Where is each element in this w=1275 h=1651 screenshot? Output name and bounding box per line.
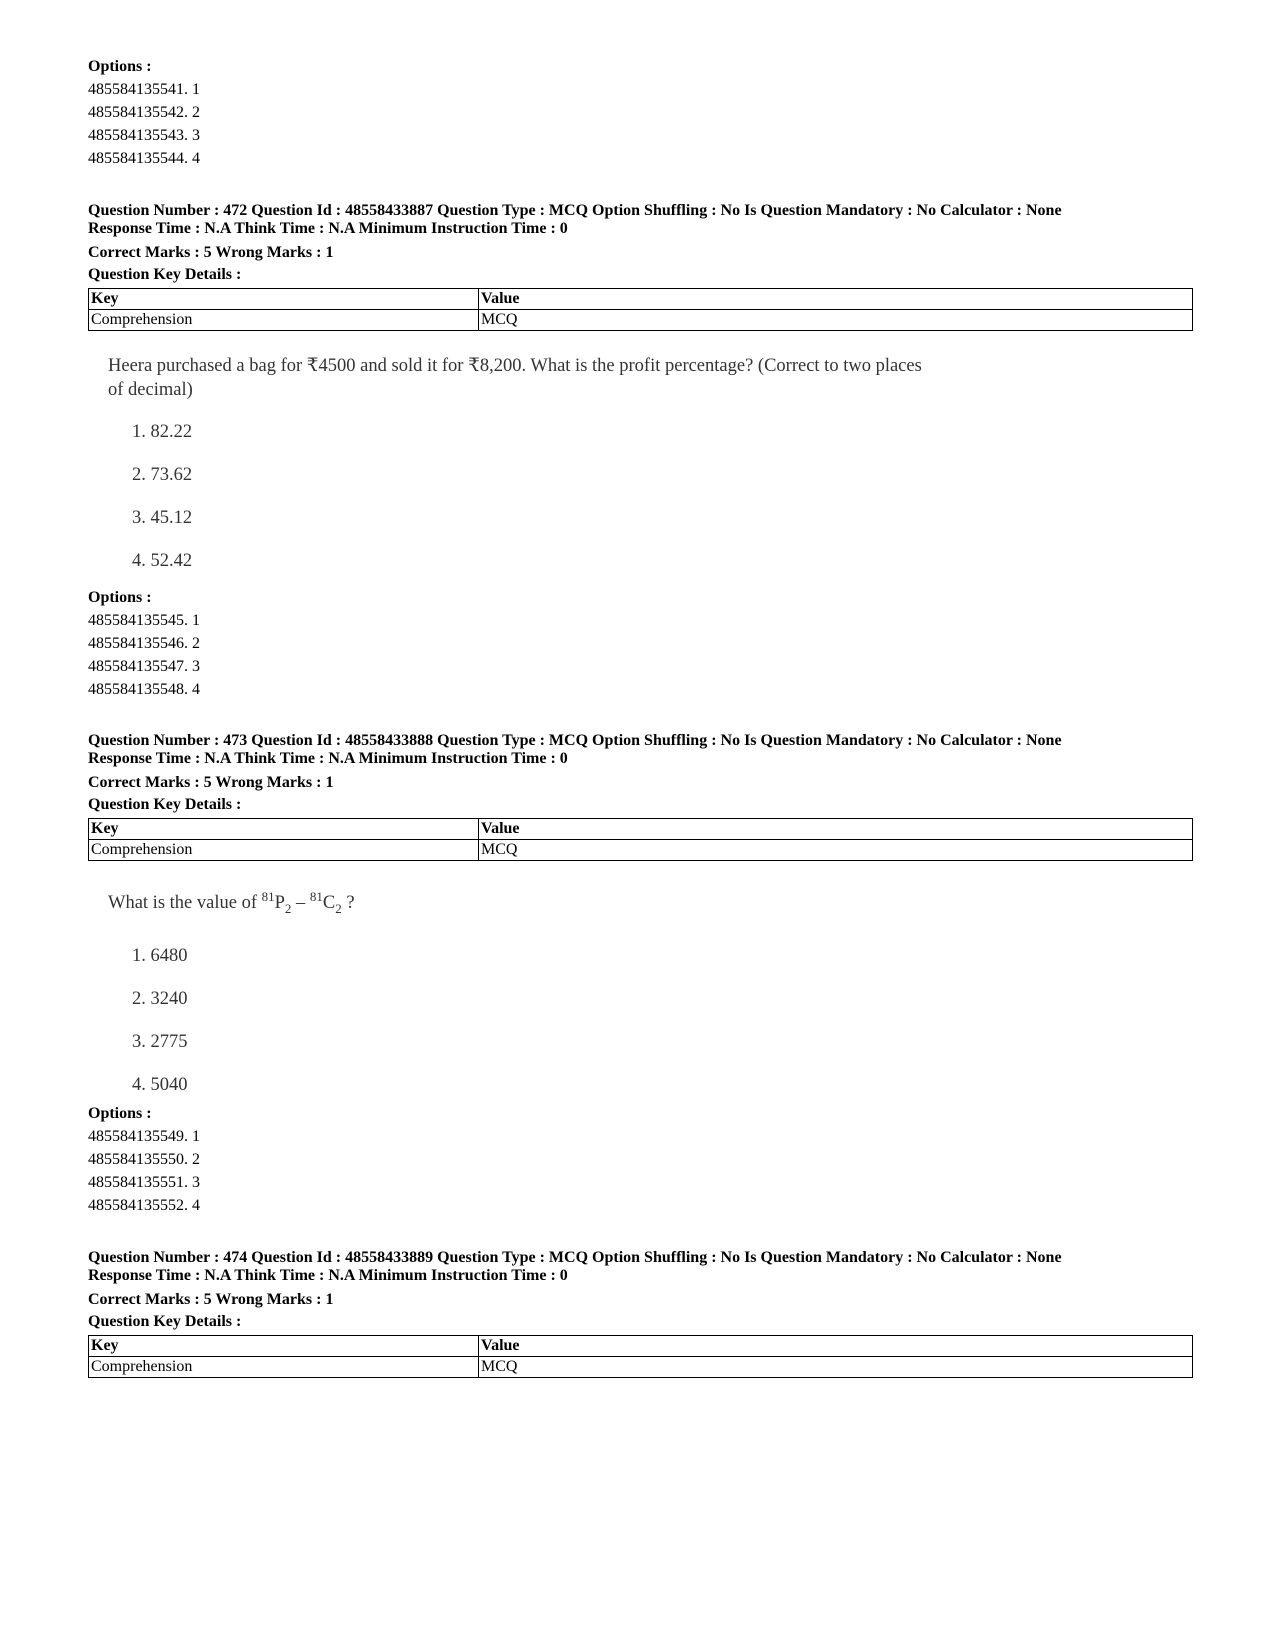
question-key-table (88, 818, 1193, 861)
option-id: 485584135551. 3 (88, 1174, 200, 1191)
value-header: Value (479, 1336, 1193, 1357)
minus-sign: – (291, 893, 310, 914)
question-key-details-label: Question Key Details : (88, 796, 242, 813)
answer-choice: 4. 5040 (132, 1074, 188, 1095)
question-header-line2: Response Time : N.A Think Time : N.A Minimum Instruction Time : 0 (88, 1267, 568, 1284)
key-header: Key (89, 1336, 479, 1357)
question-text-line1: Heera purchased a bag for ₹4500 and sold it for ₹8,200. What is the profit percentage? (Correct to two places (108, 356, 922, 376)
options-label: Options : (88, 58, 152, 75)
question-suffix: ? (341, 893, 355, 914)
permutation-r: 2 (284, 900, 292, 916)
question-text-line2: of decimal) (108, 380, 193, 400)
question-text-prefix: What is the value of (108, 893, 262, 914)
options-label: Options : (88, 1105, 152, 1122)
options-block-top (88, 56, 200, 170)
question-header-line2: Response Time : N.A Think Time : N.A Minimum Instruction Time : 0 (88, 220, 568, 237)
marks-line: Correct Marks : 5 Wrong Marks : 1 (88, 244, 334, 261)
marks-line: Correct Marks : 5 Wrong Marks : 1 (88, 1291, 334, 1308)
question-block-472 (88, 202, 1193, 331)
question-key-details-label: Question Key Details : (88, 266, 242, 283)
options-block-473 (88, 1103, 200, 1217)
answer-choice: 2. 3240 (132, 988, 188, 1009)
key-header: Key (89, 289, 479, 310)
option-id: 485584135547. 3 (88, 658, 200, 675)
question-image-472 (108, 354, 922, 573)
value-header: Value (479, 289, 1193, 310)
option-id: 485584135544. 4 (88, 150, 200, 167)
permutation-n: 81 (261, 889, 275, 904)
question-key-table (88, 1335, 1193, 1378)
question-block-473 (88, 732, 1193, 861)
option-id: 485584135542. 2 (88, 104, 200, 121)
question-key-table (88, 288, 1193, 331)
question-header-line1: Question Number : 472 Question Id : 48558433887 Question Type : MCQ Option Shuffling : No Is Question Mandatory : No Calculator : None (88, 202, 1062, 219)
option-id: 485584135545. 1 (88, 612, 200, 629)
option-id: 485584135550. 2 (88, 1151, 200, 1168)
permutation-symbol: P (274, 893, 285, 914)
options-label: Options : (88, 589, 152, 606)
combination-symbol: C (322, 893, 336, 914)
question-image-473 (108, 885, 355, 1097)
answer-choice: 2. 73.62 (132, 465, 193, 485)
key-header: Key (89, 819, 479, 840)
question-header-line1: Question Number : 474 Question Id : 48558433889 Question Type : MCQ Option Shuffling : No Is Question Mandatory : No Calculator : None (88, 1249, 1062, 1266)
value-cell: MCQ (479, 1357, 1193, 1378)
question-header-line1: Question Number : 473 Question Id : 48558433888 Question Type : MCQ Option Shuffling : No Is Question Mandatory : No Calculator : None (88, 732, 1062, 749)
options-block-472 (88, 587, 200, 701)
combination-n: 81 (309, 889, 323, 904)
marks-line: Correct Marks : 5 Wrong Marks : 1 (88, 774, 334, 791)
question-text-line1 (108, 885, 355, 921)
question-key-details-label: Question Key Details : (88, 1313, 242, 1330)
option-id: 485584135541. 1 (88, 81, 200, 98)
option-id: 485584135546. 2 (88, 635, 200, 652)
question-header-line2: Response Time : N.A Think Time : N.A Minimum Instruction Time : 0 (88, 750, 568, 767)
value-cell: MCQ (479, 840, 1193, 861)
answer-choice: 3. 2775 (132, 1031, 188, 1052)
option-id: 485584135543. 3 (88, 127, 200, 144)
answer-choice: 1. 6480 (132, 945, 188, 966)
answer-choice: 4. 52.42 (132, 551, 193, 571)
key-cell: Comprehension (89, 1357, 479, 1378)
answer-choice: 3. 45.12 (132, 508, 193, 528)
answer-choice: 1. 82.22 (132, 422, 193, 442)
key-cell: Comprehension (89, 840, 479, 861)
value-cell: MCQ (479, 310, 1193, 331)
question-block-474 (88, 1249, 1193, 1378)
option-id: 485584135552. 4 (88, 1197, 200, 1214)
key-cell: Comprehension (89, 310, 479, 331)
option-id: 485584135549. 1 (88, 1128, 200, 1145)
option-id: 485584135548. 4 (88, 681, 200, 698)
value-header: Value (479, 819, 1193, 840)
combination-r: 2 (335, 900, 342, 916)
